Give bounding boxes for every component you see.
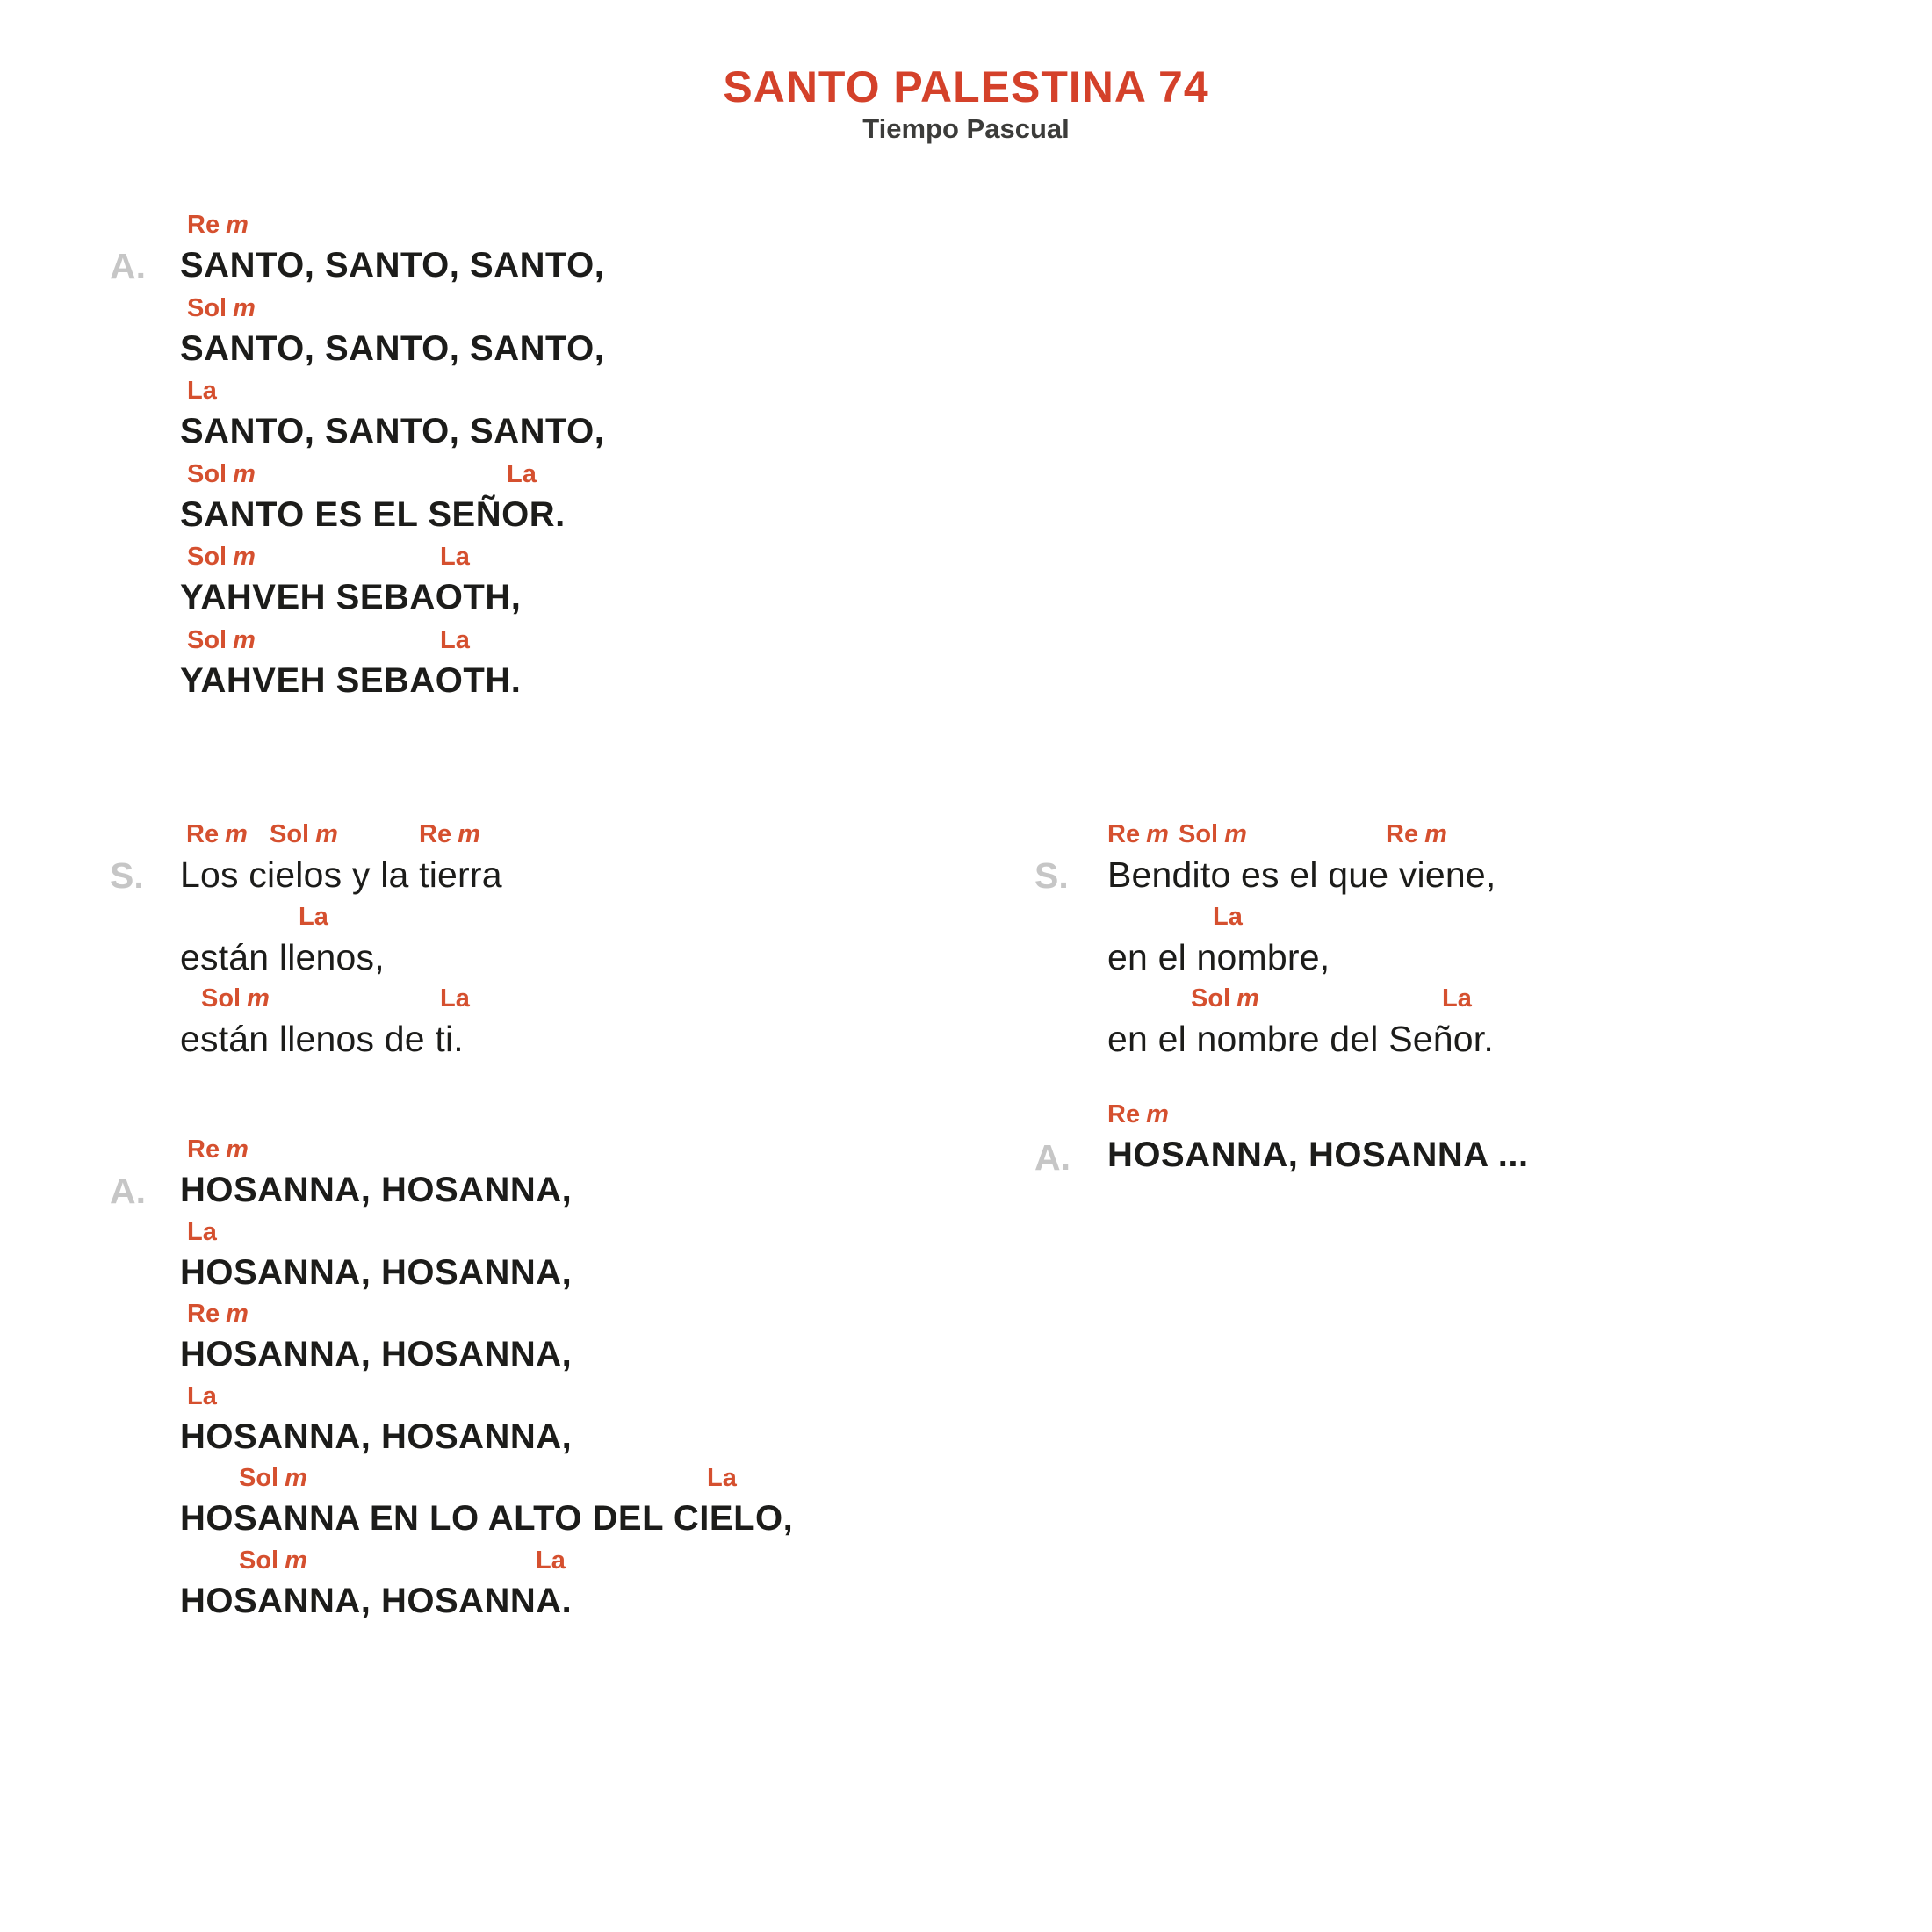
lyric-line: HOSANNA, HOSANNA, [180,1417,573,1456]
chord-line [180,543,604,582]
lyric-line: están llenos de ti. [180,1019,464,1059]
chord-root: Re [187,211,220,239]
chord-symbol [1386,822,1447,847]
chord-symbol [270,822,338,847]
chord-line [180,1464,793,1503]
chord-root: Re [1386,820,1419,848]
chord-quality: m [233,293,256,322]
chord-quality: m [1146,1100,1169,1128]
chord-symbol [187,213,249,238]
chord-quality: m [233,459,256,488]
chord-root: Sol [187,625,227,654]
chord-root: La [507,459,537,488]
chord-symbol [1179,822,1247,847]
line-pair [180,1381,793,1469]
line-pair [1107,984,1496,1071]
chord-symbol [187,1301,249,1327]
chord-symbol [440,986,470,1012]
chord-root: La [1442,984,1472,1013]
chord-root: Re [186,820,220,848]
chord-root: Sol [239,1546,279,1575]
chord-line [180,1217,793,1258]
chord-symbol [1107,1102,1169,1128]
chord-root: La [440,984,470,1013]
line-pair [180,1464,794,1551]
chord-symbol [299,902,328,931]
line-pair [180,1546,793,1633]
chord-root: La [187,1217,217,1246]
chord-root: La [1213,902,1243,931]
line-pair [180,902,502,990]
line-pair [180,377,605,465]
line-pair [1107,902,1496,990]
line-pair [180,1300,793,1387]
chord-line [180,1300,793,1339]
page-title: SANTO PALESTINA 74 [723,62,1209,112]
chord-line [1107,1100,1529,1140]
lyric-line: en el nombre, [1107,936,1330,977]
chord-line [1107,820,1496,860]
chord-symbol [239,1548,307,1574]
chord-root: La [536,1546,566,1575]
section-label-a2: A. [110,1171,146,1211]
section-label-s-left: S. [110,855,144,896]
chord-root: Sol [1179,820,1219,848]
chord-symbol [187,625,256,654]
chord-root: La [299,902,328,931]
lyric-line: Los cielos y la tierra [180,854,502,895]
chord-line [180,984,502,1024]
chord-symbol [187,544,256,570]
chord-line [1107,902,1496,942]
chord-line [180,1546,793,1586]
line-pair [1107,820,1496,907]
section-verse-bendito [1107,820,1496,1071]
chord-root: Sol [187,543,227,571]
lyric-line: YAHVEH SEBAOTH, [180,578,522,616]
chord-quality: m [458,820,480,848]
chord-quality: m [285,1464,307,1492]
chord-symbol [187,1381,217,1410]
chord-quality: m [315,820,338,848]
lyric-line: están llenos, [180,936,385,977]
section-antiphon-santo [180,211,605,713]
chord-symbol [186,822,248,847]
chord-symbol [187,293,256,322]
chord-symbol [1213,902,1243,931]
chord-symbol [1191,986,1259,1012]
chord-root: Sol [239,1464,279,1492]
lyric-line: SANTO, SANTO, SANTO, [180,412,605,451]
chord-root: Re [187,1135,220,1164]
line-pair [180,820,502,907]
lyric-line: SANTO ES EL SEÑOR. [180,494,566,534]
chord-quality: m [226,1300,249,1328]
chord-quality: m [225,820,248,848]
lyric-line: HOSANNA, HOSANNA, [180,1252,573,1292]
chord-line [180,1381,793,1422]
chord-root: La [440,625,470,654]
chord-symbol [536,1548,566,1574]
chord-line [180,902,502,942]
chord-line [180,377,604,416]
chord-quality: m [226,1135,249,1164]
section-label-a1: A. [110,246,146,286]
chord-symbol [187,459,256,488]
page-subtitle: Tiempo Pascual [862,113,1070,144]
chord-symbol [707,1466,737,1491]
lyric-line: HOSANNA, HOSANNA. [180,1581,573,1620]
section-verse-cielos [180,820,502,1071]
section-antiphon-hosanna-reprise [1107,1100,1529,1187]
chord-root: Sol [201,984,242,1013]
chord-symbol [1107,822,1169,847]
chord-quality: m [233,625,256,654]
chord-symbol [1442,986,1472,1012]
lyric-line: HOSANNA EN LO ALTO DEL CIELO, [180,1499,794,1538]
lyric-line: SANTO, SANTO, SANTO, [180,328,605,368]
line-pair [180,293,605,382]
section-label-s-right: S. [1034,855,1069,896]
chord-quality: m [247,984,270,1013]
line-pair [180,1135,793,1222]
chord-symbol [201,986,270,1012]
chord-symbol [419,822,480,847]
lyric-line: en el nombre del Señor. [1107,1019,1494,1059]
line-pair [180,984,502,1071]
section-antiphon-hosanna [180,1135,794,1633]
lyric-line: HOSANNA, HOSANNA ... [1107,1135,1529,1174]
lyric-line: YAHVEH SEBAOTH. [180,660,522,700]
line-pair [180,459,604,548]
chord-root: Sol [1191,984,1231,1013]
chord-quality: m [1236,984,1259,1013]
chord-root: Sol [187,459,227,488]
line-pair [180,211,605,299]
line-pair [180,543,604,631]
chord-quality: m [1224,820,1247,848]
chord-symbol [440,544,470,570]
chord-root: Sol [187,293,227,322]
chord-symbol [187,1217,217,1246]
line-pair [180,1217,793,1305]
chord-root: Re [1107,820,1141,848]
chord-line [180,211,604,250]
chord-root: La [187,377,217,405]
chord-line [180,1135,793,1175]
chord-line [180,459,604,500]
chord-symbol [187,378,217,404]
section-label-a-right: A. [1034,1137,1071,1178]
chord-symbol [239,1466,307,1491]
line-pair [1107,1100,1529,1187]
chord-symbol [507,459,537,488]
chord-root: La [707,1464,737,1492]
chord-quality: m [233,543,256,571]
chord-root: Re [187,1300,220,1328]
chord-symbol [187,1137,249,1163]
chord-quality: m [285,1546,307,1575]
chord-root: Re [419,820,452,848]
chord-symbol [440,625,470,654]
chord-line [180,293,604,334]
chord-line [180,625,604,666]
lyric-line: HOSANNA, HOSANNA, [180,1171,573,1209]
lyric-line: Bendito es el que viene, [1107,854,1496,895]
line-pair [180,625,604,714]
chord-line [180,820,502,860]
lyric-line: SANTO, SANTO, SANTO, [180,246,605,285]
lyric-line: HOSANNA, HOSANNA, [180,1335,573,1373]
chord-line [1107,984,1496,1024]
chord-root: Re [1107,1100,1141,1128]
chord-root: Sol [270,820,310,848]
chord-root: La [440,543,470,571]
chord-quality: m [1424,820,1447,848]
chord-root: La [187,1381,217,1410]
chord-quality: m [1146,820,1169,848]
chord-quality: m [226,211,249,239]
